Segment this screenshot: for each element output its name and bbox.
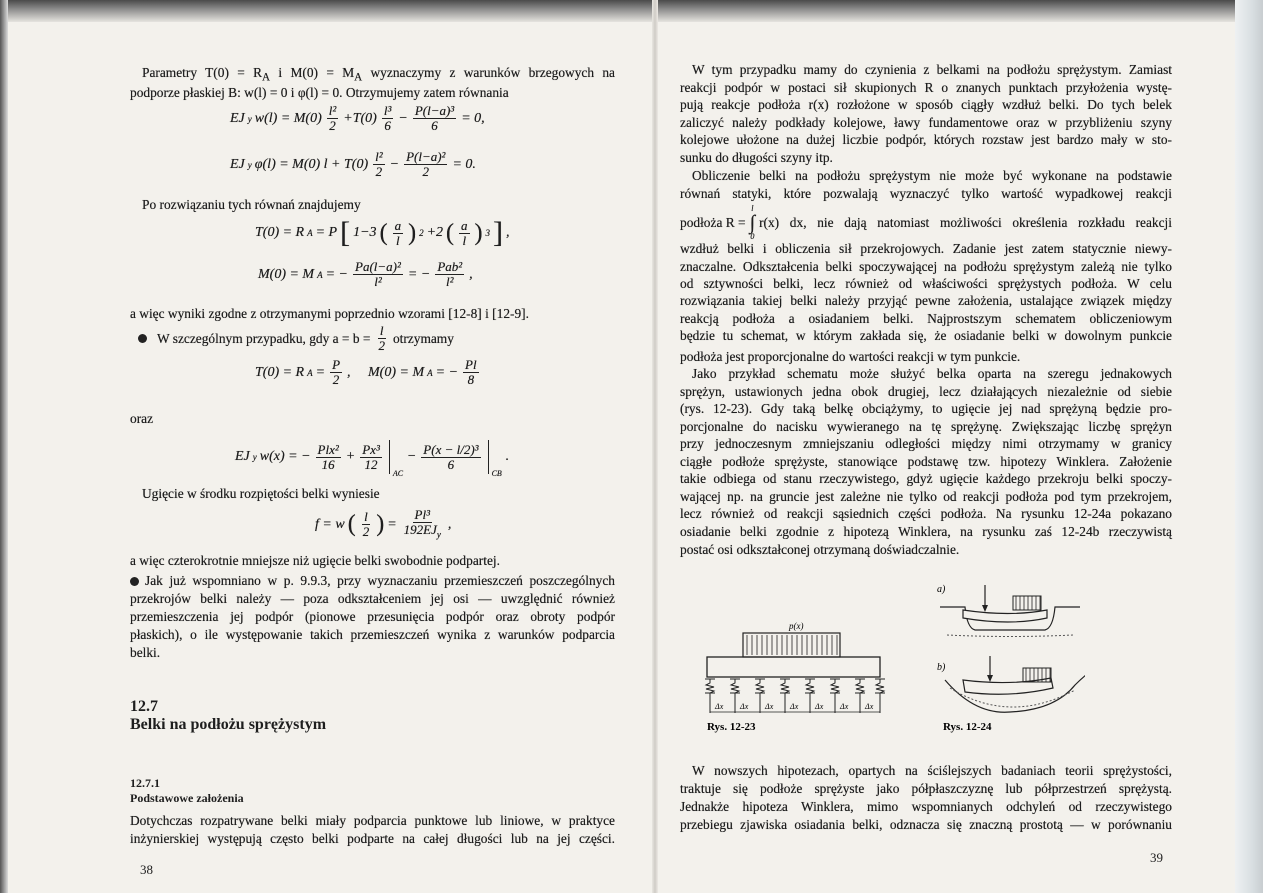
paragraph-line: rozwiązania takiej belki należy przyjąć pewne założenia, ustalające związek między (680, 293, 1172, 308)
figure-caption: Rys. 12-24 (943, 721, 992, 733)
paragraph-line: takie odbiega od stanu rzeczywistego, gdyż ugięcie każdego przekroju belki spoczy- (680, 471, 1172, 486)
paragraph-line: sunku do długości szyny itp. (680, 150, 833, 165)
paragraph-line: kolejowe ułożone na dużej liczbie podpór, których rozstaw jest bardzo mały w sto- (680, 132, 1172, 147)
paragraph-line: Po rozwiązaniu tych równań znajdujemy (142, 197, 361, 212)
section-title: Belki na podłożu sprężystym (130, 716, 327, 733)
paragraph-line: przekrojów belki należy — poza odkształceniem jej osi — uwzględnić również (130, 591, 615, 606)
paragraph-line: przy jednoczesnym zmniejszaniu odległości między nimi otrzymamy w granicy (680, 436, 1172, 451)
paragraph-line: belki. (130, 645, 161, 660)
beam-a (963, 610, 1047, 622)
paragraph-line: pują reakcje podłoża r(x) rozłożone w sposób ciągły wzdłuż belki. Do tych belek (680, 97, 1172, 112)
paragraph-line: W nowszych hipotezach, opartych na ściślejszych badaniach teorii sprężystości, (692, 763, 1172, 778)
paragraph-line: W tym przypadku mamy do czynienia z belkami na podłożu sprężystym. Zamiast (692, 62, 1172, 77)
paragraph-line: Jako przykład schematu może służyć belka oparta na szeregu jednakowych (692, 366, 1172, 381)
beam (707, 657, 880, 677)
paragraph-line: Ugięcie w środku rozpiętości belki wyniesie (142, 486, 380, 501)
figure-12-24 (935, 580, 1085, 740)
equation-6: EJ y w(x) = − $\frac{\text{Plx²}}{16}$ + $\frac{\text{Px³}}{12}$ AC − $\frac{\text{P(x − l/2)³}}{6}$ CB . (235, 441, 510, 478)
paragraph-line-integral: podłoża R = l ∫ 0 r(x) dx, nie dają natomiast możliwości określenia rozkładu reakcji (680, 204, 1172, 241)
springs (705, 679, 885, 713)
equation-5: T(0) = R A = $\frac{P}{2}$ , M(0) = M A = − $\frac{Pl}{8}$ (255, 357, 477, 387)
paragraph-line: (rys. 12-23). Gdy taką belkę obciążymy, to ugięcie jej nad sprężyną będzie pro- (680, 401, 1172, 416)
page-number: 38 (140, 862, 153, 877)
paragraph-line: oraz (130, 411, 154, 426)
paragraph-line: znaczalne. Odkształcenia belki spoczywającej na podłożu sprężystym zależą nie tylko (680, 259, 1172, 274)
subsection-number: 12.7.1 (130, 776, 160, 790)
load-label: p(x) (789, 621, 804, 631)
paragraph-line: Obliczenie belki na podłożu sprężystym nie może być wykonane na podstawie (692, 168, 1172, 183)
paragraph-line: osiadanie belki zgodnie z hipotezą Winklera, na rysunku zaś 12-24b rzeczywistą (680, 524, 1172, 539)
distributed-load (743, 633, 840, 657)
dx-label: Δx (840, 702, 849, 711)
bullet-icon (130, 577, 139, 586)
equation-4: M(0) = M A = − $\frac{\text{Pa(l−a)²}}{\text{l²}}$ = − $\frac{\text{Pab²}}{\text{l²}}$ , (258, 259, 473, 289)
paragraph-line: reakcji podpór w postaci sił skupionych R o znanych punktach przyłożenia wystę- (680, 80, 1172, 95)
equation-1: EJ y w(l) = M(0) $\frac{\text{l²}}{2}$ +T(0) $\frac{\text{l³}}{6}$ − $\frac{\text{P(l−a)³}}{6}$ = 0, (230, 103, 485, 133)
paragraph-line: wzdłuż belki i obliczenia sił przekrojowych. Zadanie jest zatem statycznie niewy- (680, 241, 1172, 256)
paragraph-line: płaskich), o ile występowanie takich przemieszczeń wynika z warunków podparcia (130, 627, 615, 642)
paragraph-line: a więc czterokrotnie mniejsze niż ugięcie belki swobodnie podpartej. (130, 553, 500, 568)
paragraph-line: będzie tu schemat, w którym zakłada się, że osiadanie belki w dowolnym punkcie (680, 328, 1172, 343)
paragraph-line: przemieszczenia jej podpór (pionowe przesunięcia podpór oraz obroty podpór (130, 609, 615, 624)
paragraph-line: od sztywności belki, lecz również od właściwości sprężystych podłoża. W celu (680, 276, 1172, 291)
label-a: a) (937, 584, 946, 595)
paragraph-line: sprężyn, ustawionych jedna obok drugiej, lecz działających niezależnie od siebie (680, 384, 1172, 399)
paragraph-line: podporze płaskiej B: w(l) = 0 i φ(l) = 0. Otrzymujemy zatem równania (130, 85, 509, 100)
paragraph-line: Parametry $T(0) = R_A$ i $M(0) = M_A$ wyznaczymy z warunków brzegowych na (142, 65, 615, 84)
scan-top-edge (0, 0, 1263, 22)
equation-2: EJ y φ(l) = M(0) l + T(0) $\frac{\text{l²}}{2}$ − $\frac{\text{P(l−a)²}}{2}$ = 0. (230, 149, 476, 179)
paragraph-line: traktuje się podłoże sprężyste jako półpłaszczyznę lub półprzestrzeń sprężystą. (680, 781, 1172, 796)
scan-left-edge (0, 0, 8, 893)
page-number: 39 (1150, 850, 1163, 865)
bullet-paragraph-line: Jak już wspomniano w p. 9.9.3, przy wyznaczaniu przemieszczeń poszczególnych (130, 572, 615, 590)
paragraph-line: równań statyki, które pozwalają wyznaczyć tylko wartość wypadkowej reakcji (680, 186, 1172, 201)
section-number: 12.7 (130, 698, 158, 715)
equation-3: T(0) = R A = P [ 1−3 ( $\frac{a}{l}$ ) 2 +2 ( $\frac{a}{l}$ ) 3 ] , (255, 216, 510, 249)
bullet-paragraph: W szczególnym przypadku, gdy a = b = $\frac{l}{2}$ otrzymamy (138, 324, 454, 353)
paragraph-line: ciągłe podłoże sprężyste, stanowiące podstawę tzw. hipotezy Winklera. Założenie (680, 454, 1172, 469)
paragraph-line: Jednakże hipoteza Winklera, mimo wspomnianych odchyleń od rzeczywistego (680, 799, 1172, 814)
paragraph-line: a więc wyniki zgodne z otrzymanymi poprzednio wzorami [12-8] i [12-9]. (130, 306, 529, 321)
paragraph-line: zaliczyć należy podkłady kolejowe, ławy fundamentowe oraz w przybliżeniu szyny (680, 115, 1172, 130)
paragraph-line: inżynierskiej występują często belki podparte na całej długości lub na jej części. (130, 831, 615, 846)
dx-label: Δx (865, 702, 874, 711)
paragraph-line: podłoża jest proporcjonalne do wartości reakcji w tym punkcie. (680, 349, 1021, 364)
bullet-icon (138, 334, 147, 343)
equation-7: f = w ( $\frac{l}{2}$ ) = $\frac{\text{Pl³}}{192EJ_y}$ , (315, 507, 452, 540)
paragraph-line: reakcją podłoża a osiadaniem belki. Najprostszym schematem obliczeniowym (680, 311, 1172, 326)
dx-label: Δx (765, 702, 774, 711)
dx-label: Δx (715, 702, 724, 711)
paragraph-line: postać osi odkształconej otrzymaną doświadczalnie. (680, 542, 960, 557)
paragraph-line: Dotychczas rozpatrywane belki miały podparcia punktowe lub liniowe, w praktyce (130, 813, 615, 828)
paragraph-line: wającej np. na gruncie jest zależne nie tylko od reakcji podłoża pod tym przekrojem, (680, 489, 1172, 504)
dx-label: Δx (815, 702, 824, 711)
paragraph-line: przebiegu zjawiska osiadania belki, odznacza się znaczną prostotą — w porównaniu (680, 817, 1172, 832)
dx-label: Δx (740, 702, 749, 711)
label-b: b) (937, 662, 946, 673)
figure-caption: Rys. 12-23 (707, 721, 756, 733)
paragraph-line: porcjonalne do nacisku wywieranego na tę sprężynę. Zwiększając liczbę sprężyn (680, 419, 1172, 434)
scan-right-edge (1235, 0, 1263, 893)
beam-b (963, 678, 1053, 694)
dx-label: Δx (790, 702, 799, 711)
figure-12-23 (700, 575, 900, 740)
paragraph-line: lecz również od reakcji sąsiednich części podłoża. Na rysunku 12-24a pokazano (680, 506, 1172, 521)
subsection-title: Podstawowe założenia (130, 791, 244, 805)
book-gutter (652, 0, 658, 893)
